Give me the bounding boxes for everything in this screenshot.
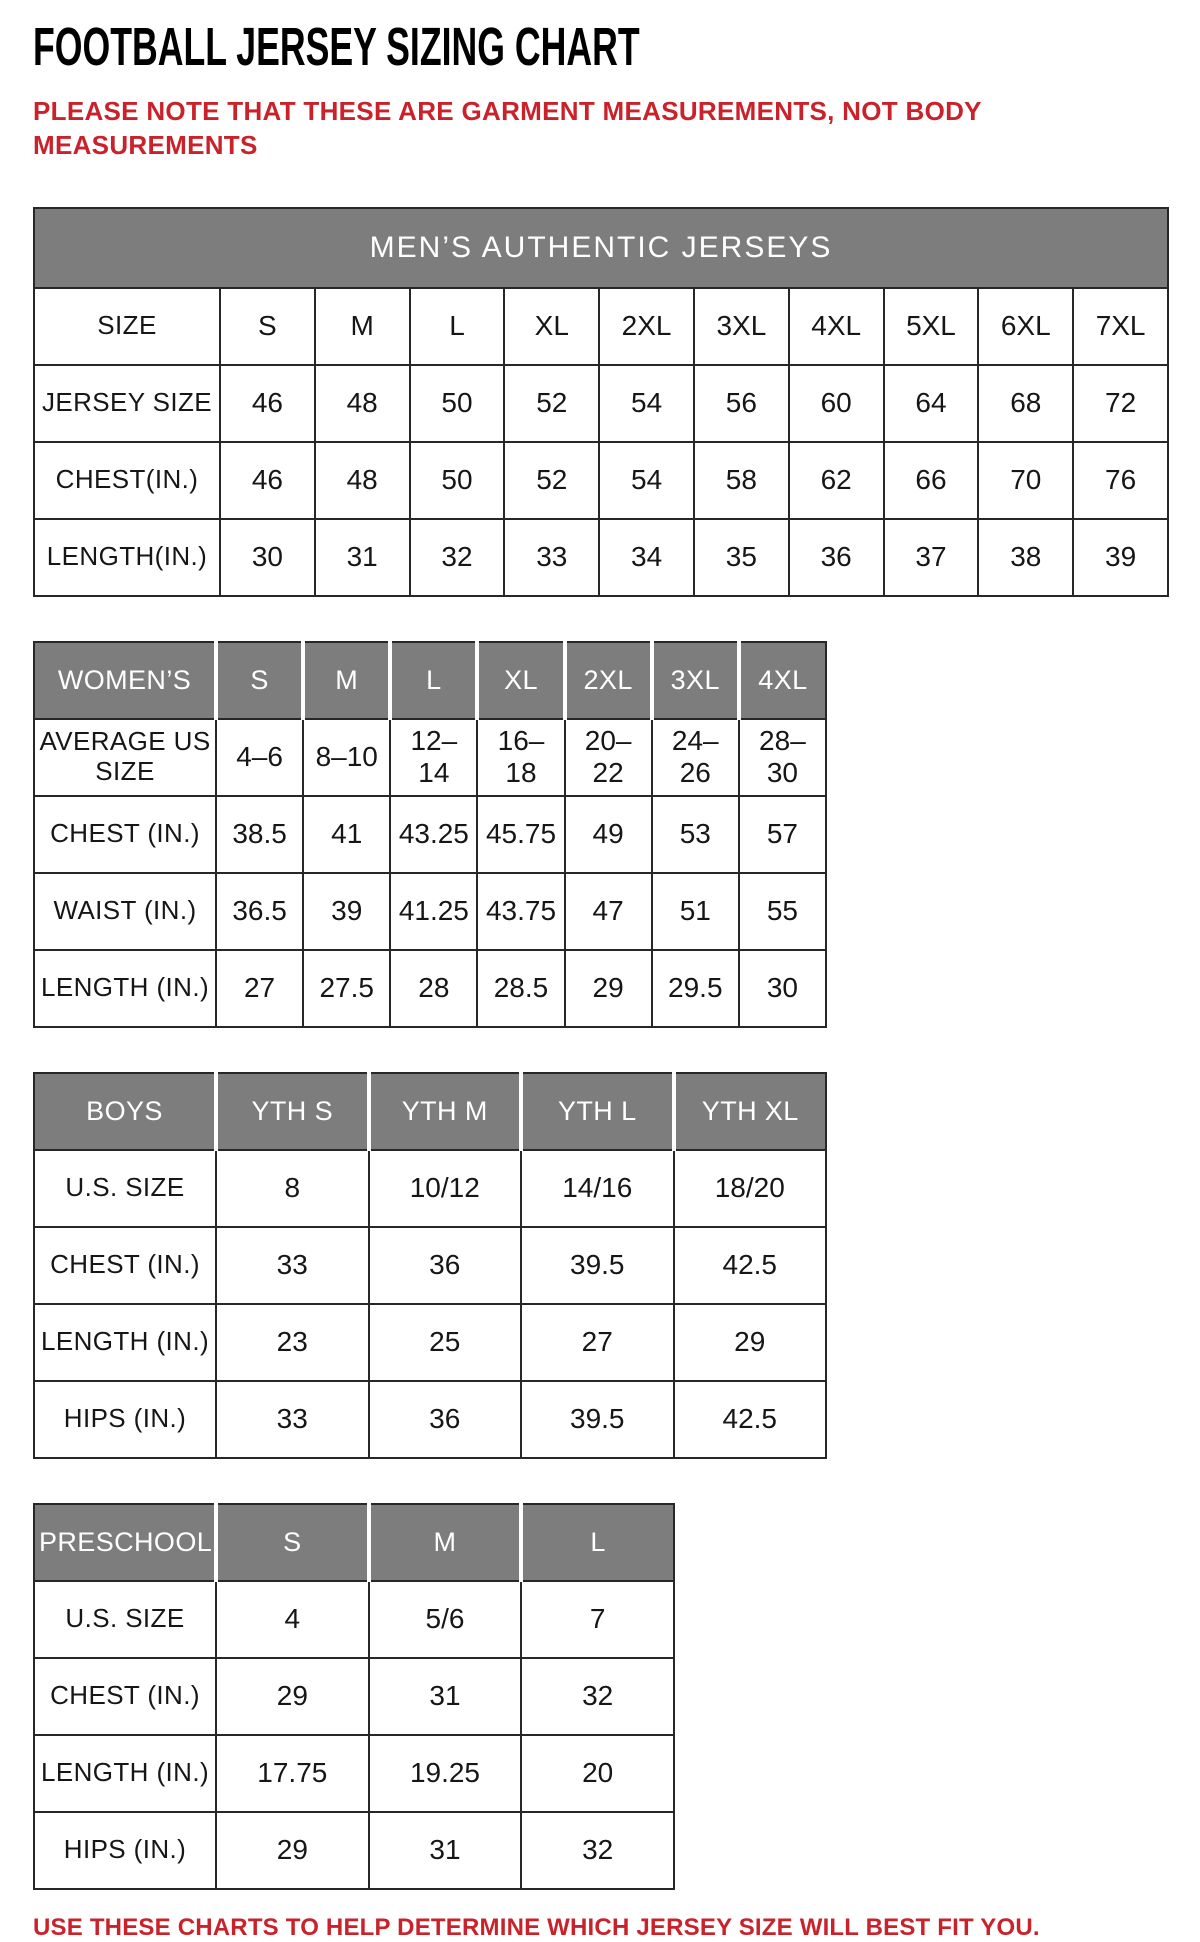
value-cell: 48 [315, 442, 410, 519]
value-cell: 27 [216, 950, 303, 1027]
column-header-cell: YTH XL [674, 1073, 827, 1150]
value-cell: 18/20 [674, 1150, 827, 1227]
value-cell: 54 [599, 442, 694, 519]
value-cell: 32 [521, 1658, 674, 1735]
value-cell: 51 [652, 873, 739, 950]
value-cell: 37 [884, 519, 979, 596]
value-cell: 48 [315, 365, 410, 442]
value-cell: 42.5 [674, 1227, 827, 1304]
row-label: AVERAGE US SIZE [34, 719, 216, 796]
row-label: SIZE [34, 288, 220, 365]
boys-size-table [33, 1072, 827, 1459]
column-header-cell: 4XL [739, 642, 826, 719]
column-header-cell: M [369, 1504, 522, 1581]
value-cell: 35 [694, 519, 789, 596]
column-header-cell: M [315, 288, 410, 365]
value-cell: 60 [789, 365, 884, 442]
value-cell: 20–22 [565, 719, 652, 796]
value-cell: 28–30 [739, 719, 826, 796]
value-cell: 41 [303, 796, 390, 873]
row-label: CHEST (IN.) [34, 1658, 216, 1735]
value-cell: 36 [369, 1381, 522, 1458]
column-header-cell: 4XL [789, 288, 884, 365]
value-cell: 4 [216, 1581, 369, 1658]
column-header-cell: YTH S [216, 1073, 369, 1150]
value-cell: 20 [521, 1735, 674, 1812]
value-cell: 7 [521, 1581, 674, 1658]
table-banner: MEN’S AUTHENTIC JERSEYS [34, 208, 1168, 288]
value-cell: 19.25 [369, 1735, 522, 1812]
value-cell: 33 [504, 519, 599, 596]
page-title [33, 16, 1167, 82]
value-cell: 47 [565, 873, 652, 950]
row-label: U.S. SIZE [34, 1581, 216, 1658]
value-cell: 29 [565, 950, 652, 1027]
value-cell: 39 [1073, 519, 1168, 596]
value-cell: 32 [410, 519, 505, 596]
row-label: CHEST (IN.) [34, 1227, 216, 1304]
row-label: LENGTH (IN.) [34, 1304, 216, 1381]
column-header-cell: S [216, 1504, 369, 1581]
value-cell: 24–26 [652, 719, 739, 796]
value-cell: 5/6 [369, 1581, 522, 1658]
preschool-size-table [33, 1503, 675, 1890]
row-label: CHEST (IN.) [34, 796, 216, 873]
value-cell: 38.5 [216, 796, 303, 873]
column-header-cell: 3XL [694, 288, 789, 365]
value-cell: 28.5 [477, 950, 564, 1027]
value-cell: 55 [739, 873, 826, 950]
value-cell: 27 [521, 1304, 674, 1381]
value-cell: 28 [390, 950, 477, 1027]
womens-size-table [33, 641, 827, 1028]
value-cell: 62 [789, 442, 884, 519]
value-cell: 29.5 [652, 950, 739, 1027]
value-cell: 8–10 [303, 719, 390, 796]
value-cell: 57 [739, 796, 826, 873]
row-label: HIPS (IN.) [34, 1381, 216, 1458]
value-cell: 76 [1073, 442, 1168, 519]
value-cell: 30 [739, 950, 826, 1027]
value-cell: 39.5 [521, 1381, 674, 1458]
column-header-cell: 7XL [1073, 288, 1168, 365]
column-header-cell: S [216, 642, 303, 719]
table-title-cell: WOMEN’S [34, 642, 216, 719]
value-cell: 46 [220, 365, 315, 442]
value-cell: 52 [504, 365, 599, 442]
row-label: U.S. SIZE [34, 1150, 216, 1227]
value-cell: 66 [884, 442, 979, 519]
value-cell: 23 [216, 1304, 369, 1381]
value-cell: 8 [216, 1150, 369, 1227]
footer-note: USE THESE CHARTS TO HELP DETERMINE WHICH JERSEY SIZE WILL BEST FIT YOU. [33, 1913, 1040, 1941]
value-cell: 41.25 [390, 873, 477, 950]
column-header-cell: YTH M [369, 1073, 522, 1150]
value-cell: 14/16 [521, 1150, 674, 1227]
row-label: LENGTH (IN.) [34, 1735, 216, 1812]
value-cell: 42.5 [674, 1381, 827, 1458]
value-cell: 33 [216, 1227, 369, 1304]
column-header-cell: L [390, 642, 477, 719]
column-header-cell: 3XL [652, 642, 739, 719]
value-cell: 54 [599, 365, 694, 442]
value-cell: 31 [369, 1812, 522, 1889]
value-cell: 29 [216, 1658, 369, 1735]
column-header-cell: S [220, 288, 315, 365]
value-cell: 30 [220, 519, 315, 596]
column-header-cell: XL [504, 288, 599, 365]
value-cell: 52 [504, 442, 599, 519]
value-cell: 53 [652, 796, 739, 873]
value-cell: 45.75 [477, 796, 564, 873]
column-header-cell: 5XL [884, 288, 979, 365]
garment-measurements-note: PLEASE NOTE THAT THESE ARE GARMENT MEASUREMENTS, NOT BODY MEASUREMENTS [33, 96, 982, 161]
value-cell: 17.75 [216, 1735, 369, 1812]
value-cell: 33 [216, 1381, 369, 1458]
value-cell: 70 [978, 442, 1073, 519]
row-label: CHEST(IN.) [34, 442, 220, 519]
table-title-cell: PRESCHOOL [34, 1504, 216, 1581]
value-cell: 31 [369, 1658, 522, 1735]
size-tables-container [33, 207, 1167, 1890]
value-cell: 39.5 [521, 1227, 674, 1304]
value-cell: 27.5 [303, 950, 390, 1027]
value-cell: 36 [369, 1227, 522, 1304]
value-cell: 46 [220, 442, 315, 519]
row-label: WAIST (IN.) [34, 873, 216, 950]
value-cell: 12–14 [390, 719, 477, 796]
column-header-cell: L [521, 1504, 674, 1581]
row-label: HIPS (IN.) [34, 1812, 216, 1889]
column-header-cell: 2XL [599, 288, 694, 365]
column-header-cell: 2XL [565, 642, 652, 719]
column-header-cell: L [410, 288, 505, 365]
value-cell: 50 [410, 365, 505, 442]
value-cell: 43.25 [390, 796, 477, 873]
table-title-cell: BOYS [34, 1073, 216, 1150]
value-cell: 36.5 [216, 873, 303, 950]
column-header-cell: M [303, 642, 390, 719]
value-cell: 29 [674, 1304, 827, 1381]
column-header-cell: 6XL [978, 288, 1073, 365]
row-label: LENGTH(IN.) [34, 519, 220, 596]
value-cell: 64 [884, 365, 979, 442]
value-cell: 72 [1073, 365, 1168, 442]
value-cell: 32 [521, 1812, 674, 1889]
value-cell: 58 [694, 442, 789, 519]
page-title-text: FOOTBALL JERSEY SIZING CHART [33, 17, 640, 77]
value-cell: 38 [978, 519, 1073, 596]
value-cell: 50 [410, 442, 505, 519]
value-cell: 29 [216, 1812, 369, 1889]
value-cell: 31 [315, 519, 410, 596]
value-cell: 34 [599, 519, 694, 596]
value-cell: 56 [694, 365, 789, 442]
value-cell: 49 [565, 796, 652, 873]
value-cell: 16–18 [477, 719, 564, 796]
row-label: LENGTH (IN.) [34, 950, 216, 1027]
value-cell: 25 [369, 1304, 522, 1381]
column-header-cell: YTH L [521, 1073, 674, 1150]
value-cell: 68 [978, 365, 1073, 442]
mens-size-table [33, 207, 1169, 597]
value-cell: 4–6 [216, 719, 303, 796]
value-cell: 36 [789, 519, 884, 596]
value-cell: 43.75 [477, 873, 564, 950]
value-cell: 39 [303, 873, 390, 950]
row-label: JERSEY SIZE [34, 365, 220, 442]
value-cell: 10/12 [369, 1150, 522, 1227]
column-header-cell: XL [477, 642, 564, 719]
